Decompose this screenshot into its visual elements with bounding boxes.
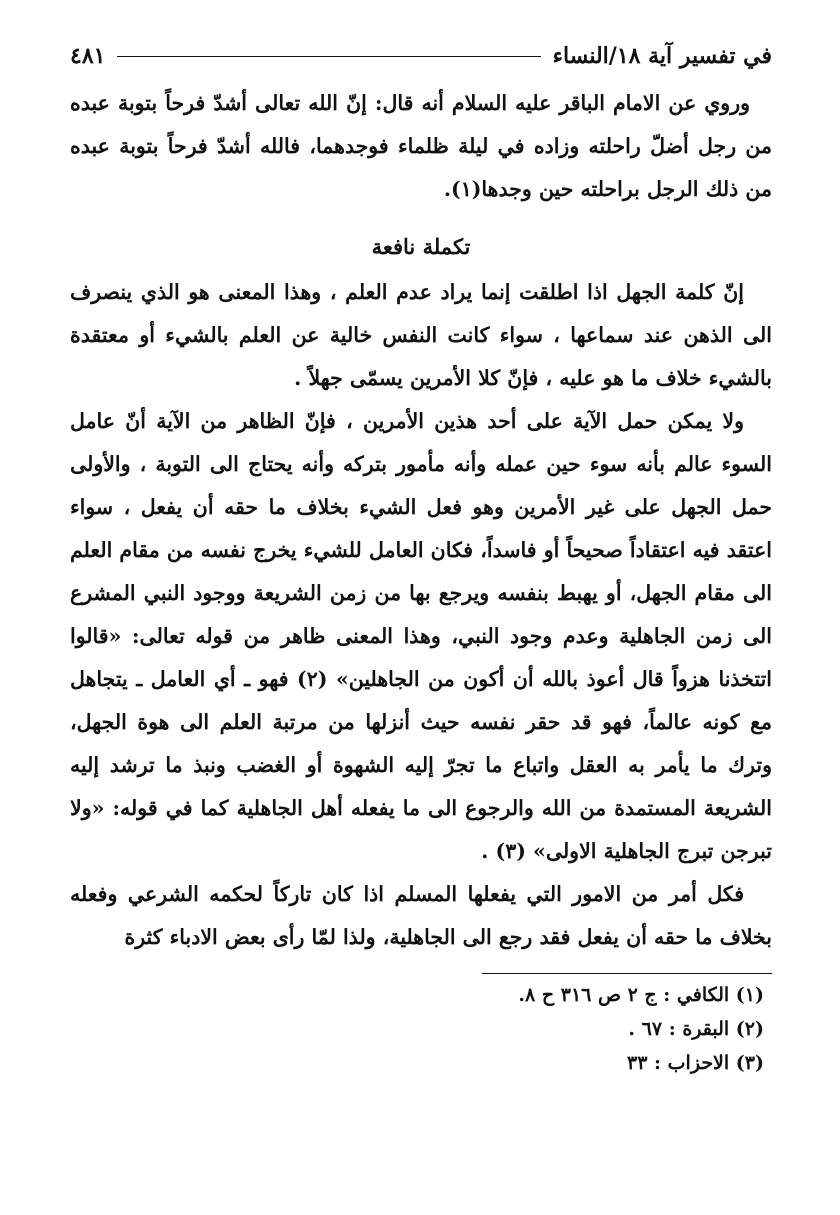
footnote-separator — [482, 973, 772, 974]
page-number: ٤٨١ — [70, 43, 106, 69]
footnotes-list — [70, 978, 772, 1080]
header-rule — [117, 56, 540, 57]
footnote-3: (٣) الاحزاب : ٣٣ — [627, 1052, 764, 1074]
paragraph-interpretation: ولا يمكن حمل الآية على أحد هذين الأمرين ، فإنّ الظاهر من الآية أنّ عامل السوء عالم بأنه سوء حين عمله وأنه مأمور بتركه وأنه يحتاج الى التوبة ، والأولى حمل الجهل على غير الأمرين وهو فعل الشيء بخلاف ما حقه أن يفعل ، سواء اعتقد فيه اعتقاداً صحيحاً أو فاسداً، فكان العامل للشيء يخرج نفسه من مقام العلم الى مقام الجهل، أو يهبط بنفسه ويرجع بها من زمن الشريعة ووجود النبي المشرع الى زمن الجاهلية وعدم وجود النبي، وهذا المعنى ظاهر من قوله تعالى: «قالوا اتتخذنا هزواً قال أعوذ بالله أن أكون من الجاهلين» (٢) فهو ـ أي العامل ـ يتجاهل مع كونه عالماً، فهو قد حقر نفسه حيث أنزلها من مرتبة العلم الى هوة الجهل، وترك ما يأمر به العقل واتباع ما تجرّ إليه الشهوة أو الغضب ونبذ ما ترشد إليه الشريعة المستمدة من الله والرجوع الى ما يفعله أهل الجاهلية كما في قوله: «ولا تبرجن تبرج الجاهلية الاولى» (٣) . — [70, 409, 772, 863]
footnote-1: (١) الكافي : ج ٢ ص ٣١٦ ح ٨. — [518, 984, 764, 1006]
paragraph-conclusion: فكل أمر من الامور التي يفعلها المسلم اذا كان تاركاً لحكمه الشرعي وفعله بخلاف ما حقه أن يفعل فقد رجع الى الجاهلية، ولذا لمّا رأى بعض الادباء كثرة — [70, 882, 772, 949]
paragraph-definition: إنّ كلمة الجهل اذا اطلقت إنما يراد عدم العلم ، وهذا المعنى هو الذي ينصرف الى الذهن عند سماعها ، سواء كانت النفس خالية عن العلم بالشيء أو معتقدة بالشيء خلاف ما هو عليه ، فإنّ كلا الأمرين يسمّى جهلاً . — [70, 280, 772, 390]
page-header — [70, 34, 772, 78]
section-title: تكملة نافعة — [371, 234, 471, 259]
paragraph-hadith: وروي عن الامام الباقر عليه السلام أنه قال: إنّ الله تعالى أشدّ فرحاً بتوبة عبده من رجل أضلّ راحلته وزاده في ليلة ظلماء فوجدهما، فالله أشدّ فرحاً بتوبة عبده من ذلك الرجل براحلته حين وجدها(١). — [70, 91, 772, 201]
footnote-2: (٢) البقرة : ٦٧ . — [628, 1018, 764, 1040]
running-title: في تفسير آية ١٨/النساء — [552, 43, 772, 69]
